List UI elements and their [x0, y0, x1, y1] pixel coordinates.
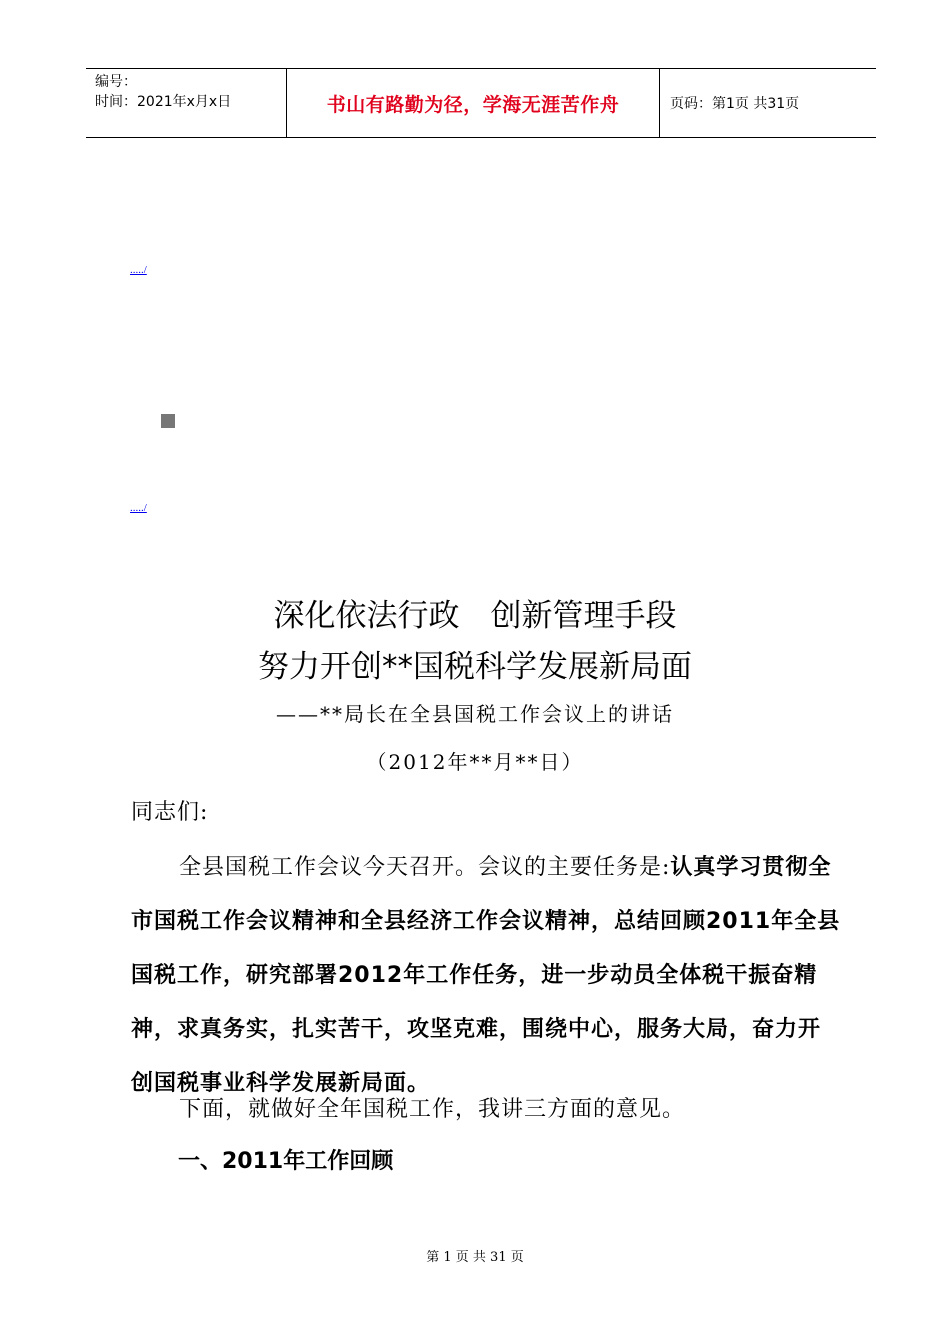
- paragraph-1-lead: 全县国税工作会议今天召开。会议的主要任务是:: [179, 855, 671, 880]
- page-footer: 第 1 页 共 31 页: [426, 1250, 524, 1265]
- square-bullet-icon: [161, 414, 175, 428]
- paragraph-1-bold: 认真学习贯彻全市国税工作会议精神和全县经济工作会议精神，总结回顾2011年全县国税工作，研究部署2012年工作任务，进一步动员全体税干振奋精神，求真务实，扎实苦干，攻坚克难，围绕中心，服务大局，奋力开创国税事业科学发展新局面。: [131, 855, 841, 1096]
- title-line-2: 努力开创**国税科学发展新局面: [258, 649, 692, 685]
- salutation: 同志们:: [131, 800, 209, 825]
- paragraph-2: 下面，就做好全年国税工作，我讲三方面的意见。: [179, 1097, 686, 1122]
- time-label: 时间：2021年x月x日: [95, 94, 232, 110]
- section-heading-1: 一、2011年工作回顾: [178, 1149, 394, 1174]
- subtitle: ——**局长在全县国税工作会议上的讲话: [276, 702, 674, 726]
- title-line-1: 深化依法行政 创新管理手段: [273, 598, 677, 634]
- page-header: [86, 68, 876, 138]
- header-motto: 书山有路勤为径，学海无涯苦作舟: [287, 69, 660, 137]
- header-page-label: 页码：第1页 共31页: [670, 96, 800, 112]
- dots-link-1[interactable]: ...../: [130, 264, 147, 276]
- speech-date: （2012年**月**日）: [366, 750, 584, 774]
- number-label: 编号：: [95, 74, 137, 90]
- header-meta: [86, 69, 287, 137]
- paragraph-1: [131, 841, 841, 1111]
- dots-link-2[interactable]: ...../: [130, 502, 147, 514]
